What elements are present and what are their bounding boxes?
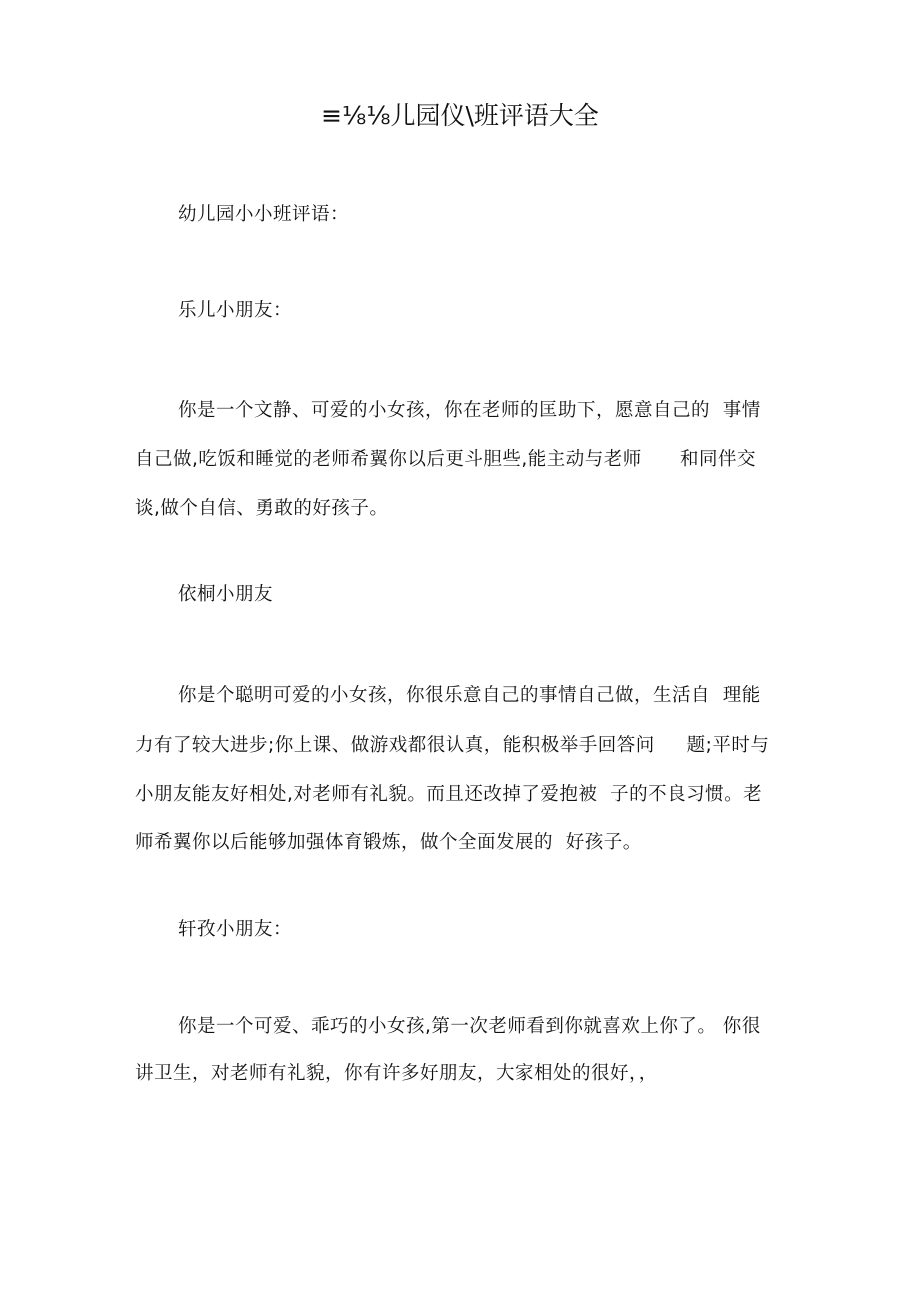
paragraph-line: 你是一个可爱、乖巧的小女孩,第一次老师看到你就喜欢上你了。 你很 xyxy=(178,1016,761,1037)
paragraph-line: 你是个聪明可爱的小女孩，你很乐意自己的事情自己做，生活自 理能 xyxy=(178,685,761,706)
paragraph-line: 讲卫生，对老师有礼貌，你有许多好朋友，大家相处的很好，， xyxy=(135,1063,658,1084)
paragraph-line: 你是一个文静、可爱的小女孩，你在老师的匡助下，愿意自己的 事情 xyxy=(178,400,761,421)
paragraph-line: 师希翼你以后能够加强体育锻炼，做个全面发展的 好孩子。 xyxy=(135,832,642,853)
section-heading: 幼儿园小小班评语： xyxy=(178,204,350,225)
paragraph-line: 谈,做个自信、勇敢的好孩子。 xyxy=(135,498,389,519)
paragraph-line: 小朋友能友好相处,对老师有礼貌。而且还改掉了爱抱被 子的不良习惯。老 xyxy=(135,784,763,805)
paragraph-line: 力有了较大进步;你上课、做游戏都很认真，能积极举手回答问 题;平时与 xyxy=(135,735,770,756)
paragraph-line: 自己做,吃饭和睡觉的老师希翼你以后更斗胆些,能主动与老师 和同伴交 xyxy=(135,449,757,470)
child-name: 依桐小朋友 xyxy=(178,584,274,605)
child-name: 轩孜小朋友： xyxy=(178,919,293,940)
document-title: ≡⅛⅛儿园仪\班评语大全 xyxy=(321,101,599,130)
child-name: 乐儿小朋友： xyxy=(178,300,293,321)
